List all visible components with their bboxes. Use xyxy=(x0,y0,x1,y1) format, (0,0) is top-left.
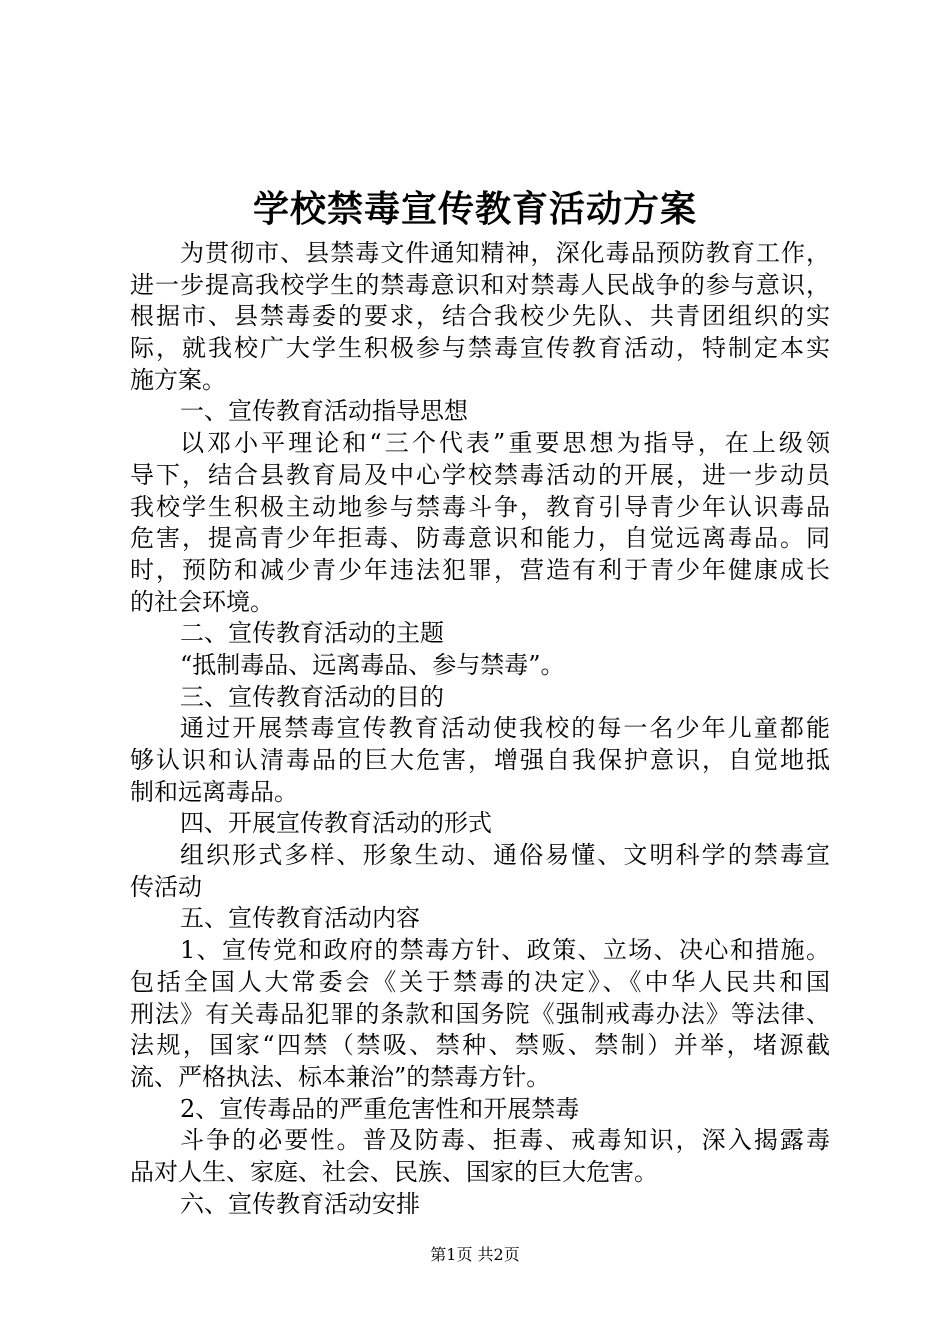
paragraph-line: 够认识和认清毒品的巨大危害，增强自我保护意识，自觉地抵 xyxy=(130,746,830,774)
paragraph-line: “抵制毒品、远离毒品、参与禁毒”。 xyxy=(180,650,565,679)
paragraph-line: 制和远离毒品。 xyxy=(130,777,298,806)
paragraph-line: 施方案。 xyxy=(130,365,226,394)
section-heading: 二、宣传教育活动的主题 xyxy=(180,619,444,648)
paragraph-line: 包括全国人大常委会《关于禁毒的决定》、《中华人民共和国 xyxy=(130,967,830,996)
document-body xyxy=(130,238,830,1220)
paragraph-line: 际，就我校广大学生积极参与禁毒宣传教育活动，特制定本实 xyxy=(130,334,830,363)
page-footer: 第1页 共2页 xyxy=(430,1245,520,1264)
paragraph-line: 品对人生、家庭、社会、民族、国家的巨大危害。 xyxy=(130,1157,658,1186)
paragraph-line: 时，预防和减少青少年违法犯罪，营造有利于青少年健康成长 xyxy=(130,555,830,584)
paragraph-line: 1、宣传党和政府的禁毒方针、政策、立场、决心和措施。 xyxy=(180,936,830,965)
paragraph-line: 通过开展禁毒宣传教育活动使我校的每一名少年儿童都能 xyxy=(180,714,830,743)
paragraph-line: 组织形式多样、形象生动、通俗易懂、文明科学的禁毒宣 xyxy=(180,841,830,870)
paragraph-line: 刑法》有关毒品犯罪的条款和国务院《强制戒毒办法》等法律、 xyxy=(130,999,830,1028)
paragraph-line: 进一步提高我校学生的禁毒意识和对禁毒人民战争的参与意识， xyxy=(130,270,830,299)
paragraph-line: 根据市、县禁毒委的要求，结合我校少先队、共青团组织的实 xyxy=(130,302,830,331)
paragraph-line: 传活动 xyxy=(130,872,202,901)
section-heading: 六、宣传教育活动安排 xyxy=(180,1189,420,1218)
section-heading: 五、宣传教育活动内容 xyxy=(180,904,420,933)
paragraph-line: 流、严格执法、标本兼治”的禁毒方针。 xyxy=(130,1062,551,1091)
section-heading: 三、宣传教育活动的目的 xyxy=(180,682,444,711)
paragraph-line: 法规，国家“四禁（禁吸、禁种、禁贩、禁制）并举，堵源截 xyxy=(130,1031,830,1060)
paragraph-line: 以邓小平理论和“三个代表”重要思想为指导，在上级领 xyxy=(180,429,830,458)
paragraph-line: 2、宣传毒品的严重危害性和开展禁毒 xyxy=(180,1094,580,1123)
paragraph-line: 的社会环境。 xyxy=(130,587,274,616)
section-heading: 四、开展宣传教育活动的形式 xyxy=(180,809,492,838)
paragraph-line: 斗争的必要性。普及防毒、拒毒、戒毒知识，深入揭露毒 xyxy=(180,1126,830,1155)
paragraph-line: 危害，提高青少年拒毒、防毒意识和能力，自觉远离毒品。同 xyxy=(130,524,830,553)
document-title: 学校禁毒宣传教育活动方案 xyxy=(252,189,697,230)
paragraph-line: 导下，结合县教育局及中心学校禁毒活动的开展，进一步动员 xyxy=(130,460,830,489)
paragraph-line: 为贯彻市、县禁毒文件通知精神，深化毒品预防教育工作， xyxy=(180,239,830,267)
section-heading: 一、宣传教育活动指导思想 xyxy=(180,397,468,426)
paragraph-line: 我校学生积极主动地参与禁毒斗争，教育引导青少年认识毒品 xyxy=(130,492,830,521)
